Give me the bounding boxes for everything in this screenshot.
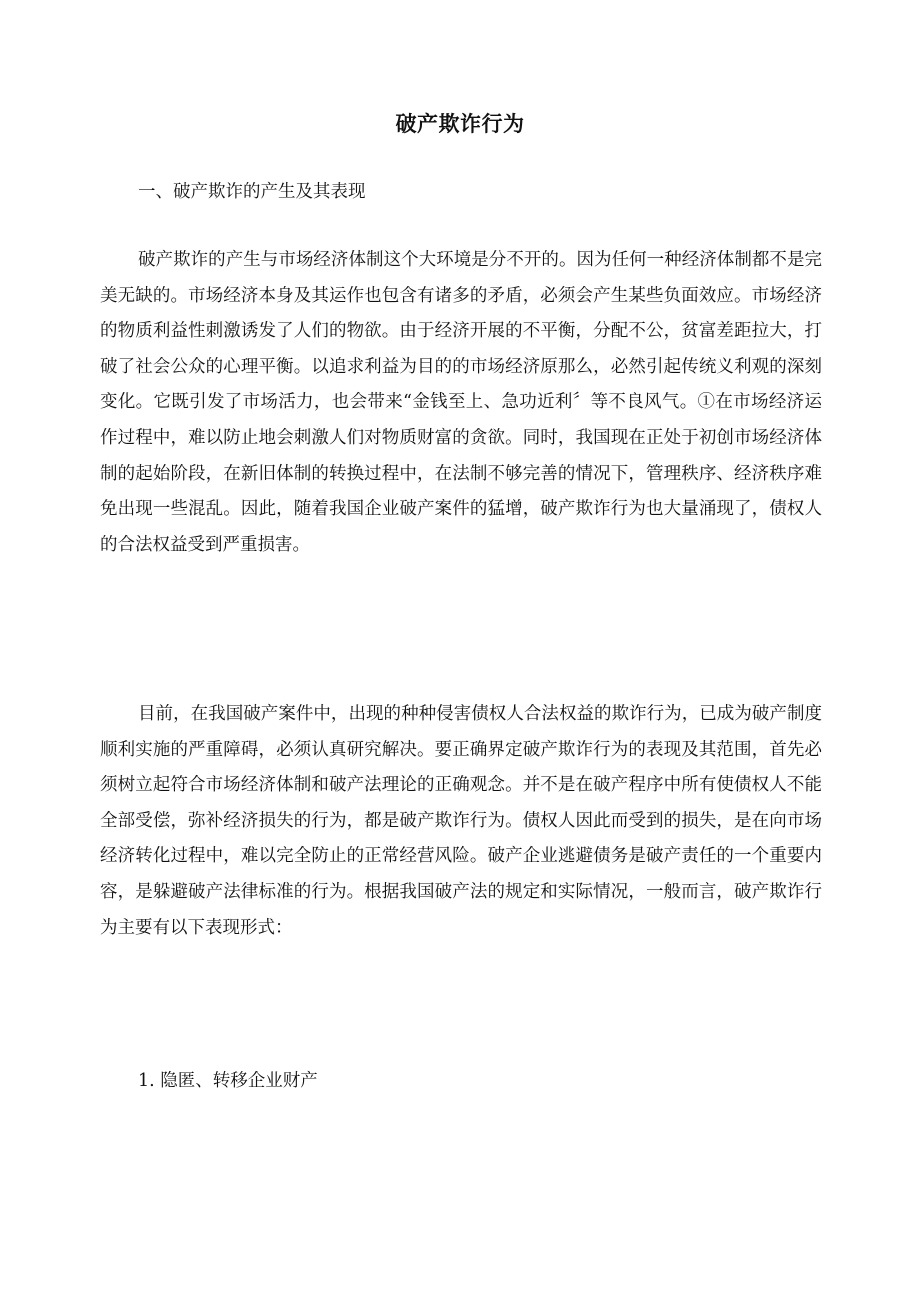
subsection-heading: 1. 隐匿、转移企业财产 <box>138 1071 318 1091</box>
paragraph-2: 目前，在我国破产案件中，出现的种种侵害债权人合法权益的欺诈行为，已成为破产制度顺利实施的严重障碍，必须认真研究解决。要正确界定破产欺诈行为的表现及其范围，首先必须树立起符合市场经济体制和破产法理论的正确观念。并不是在破产程序中所有使债权人不能全部受偿，弥补经济损失的行为，都是破产欺诈行为。债权人因此而受到的损失，是在向市场经济转化过程中，难以完全防止的正常经营风险。破产企业逃避债务是破产责任的一个重要内容，是躲避破产法律标准的行为。根据我国破产法的规定和实际情况，一般而言，破产欺诈行为主要有以下表现形式： <box>100 704 822 938</box>
document-title: 破产欺诈行为 <box>395 111 525 136</box>
section-heading: 一、破产欺诈的产生及其表现 <box>138 182 366 202</box>
paragraph-1: 破产欺诈的产生与市场经济体制这个大环境是分不开的。因为任何一种经济体制都不是完美无缺的。市场经济本身及其运作也包含有诸多的矛盾，必须会产生某些负面效应。市场经济的物质利益性刺激诱发了人们的物欲。由于经济开展的不平衡，分配不公，贫富差距拉大，打破了社会公众的心理平衡。以追求利益为目的的市场经济原那么，必然引起传统义利观的深刻变化。它既引发了市场活力，也会带来“金钱至上、急功近利〞等不良风气。①在市场经济运作过程中，难以防止地会刺激人们对物质财富的贪欲。同时，我国现在正处于初创市场经济体制的起始阶段，在新旧体制的转换过程中，在法制不够完善的情况下，管理秩序、经济秩序难免出现一些混乱。因此，随着我国企业破产案件的猛增，破产欺诈行为也大量涌现了，债权人的合法权益受到严重损害。 <box>100 250 822 555</box>
